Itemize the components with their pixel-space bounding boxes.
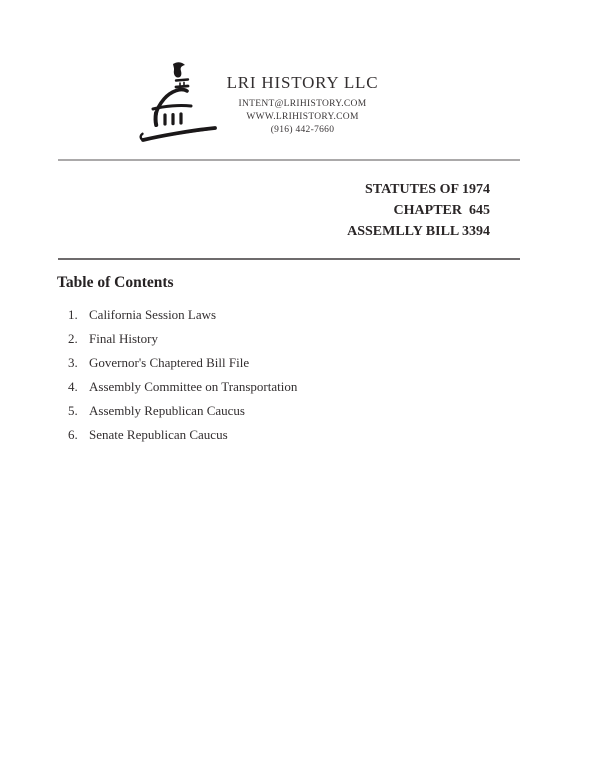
company-website: WWW.LRIHISTORY.COM: [246, 111, 359, 122]
toc-item-label: Assembly Republican Caucus: [89, 403, 245, 418]
toc-item: [68, 423, 488, 447]
toc-item: [68, 303, 488, 327]
horizontal-rule-top: [58, 159, 520, 161]
toc-item-label: Assembly Committee on Transportation: [89, 379, 298, 394]
toc-item-number: 6.: [68, 427, 78, 442]
toc-item-number: 1.: [68, 307, 78, 322]
toc-heading: Table of Contents: [57, 274, 174, 291]
toc-item-number: 3.: [68, 355, 78, 370]
toc-list: [68, 303, 488, 447]
toc-item-label: Senate Republican Caucus: [89, 427, 228, 442]
toc-item-label: Final History: [89, 331, 158, 346]
toc-item-label: Governor's Chaptered Bill File: [89, 355, 250, 370]
toc-item-number: 4.: [68, 379, 78, 394]
horizontal-rule-bottom: [58, 258, 520, 260]
bill-reference-block: [347, 179, 490, 242]
toc-item-number: 5.: [68, 403, 78, 418]
toc-item-label: California Session Laws: [89, 307, 217, 322]
letterhead: [195, 72, 410, 136]
company-name: LRI HISTORY LLC: [226, 73, 379, 92]
toc-item-number: 2.: [68, 331, 78, 346]
toc-item: [68, 375, 488, 399]
toc-item: [68, 399, 488, 423]
toc-item: [68, 351, 488, 375]
company-phone: (916) 442-7660: [270, 124, 335, 135]
chapter-line: CHAPTER 645: [393, 203, 490, 218]
toc-item: [68, 327, 488, 351]
company-email: INTENT@LRIHISTORY.COM: [238, 99, 367, 109]
assembly-bill-line: ASSEMLLY BILL 3394: [347, 224, 490, 239]
statutes-line: STATUTES OF 1974: [365, 182, 490, 197]
